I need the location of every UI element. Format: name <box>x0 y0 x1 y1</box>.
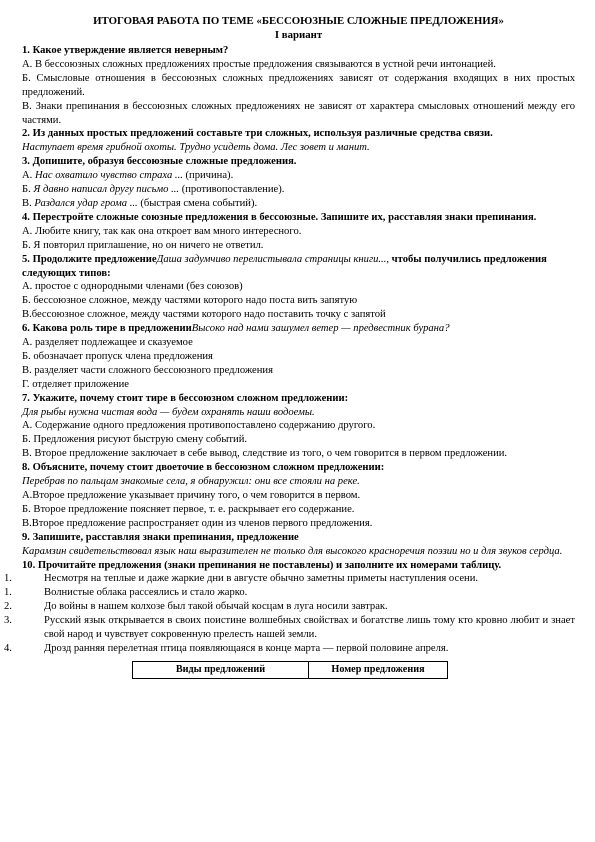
q3-option-c <box>22 197 575 211</box>
list-item-text: Русский язык открывается в своих поистине волшебных свойствах и богатстве лишь тому кто кровно любит и знает свой народ и чувствует сокровенную прелесть нашей земли. <box>44 615 575 641</box>
worksheet-content <box>4 15 575 679</box>
q3-c-hint: (быстрая смена событий). <box>137 197 258 209</box>
q8-option-b: Б. Второе предложение поясняет первое, т. е. раскрывает его содержание. <box>22 503 355 515</box>
list-item-number: 3. <box>4 615 12 627</box>
q6-question-start: 6. Какова роль тире в предложении <box>22 323 192 335</box>
question-7: 7. Укажите, почему стоит тире в бессоюзном сложном предложении: <box>22 392 349 404</box>
list-item-number: 1. <box>4 587 12 599</box>
q1-option-c: В. Знаки препинания в бессоюзных сложных предложениях не зависят от характера смысловых отношений между его частями. <box>22 100 575 126</box>
list-item-number: 1. <box>4 573 12 585</box>
list-item-number: 4. <box>4 642 12 654</box>
question-1: 1. Какое утверждение является неверным? <box>22 45 229 56</box>
q1-option-b: Б. Смысловые отношения в бессоюзных сложных предложениях зависят от содержания входящих в них простых предложений. <box>22 72 575 98</box>
q8-option-a: А.Второе предложение указывает причину того, о чем говорится в первом. <box>22 490 361 501</box>
list-item <box>4 600 575 614</box>
q5-option-a: А. простое с однородными членами (без союзов) <box>22 281 243 293</box>
q8-option-c: В.Второе предложение распространяет один из членов первого предложения. <box>22 517 373 529</box>
question-5 <box>22 253 575 281</box>
q5-question-end: чтобы получились предложения следующих типов: <box>22 253 547 279</box>
q3-c-letter: В. <box>22 197 35 209</box>
q3-b-letter: Б. <box>22 184 34 196</box>
question-6 <box>22 322 575 336</box>
q6-option-d: Г. отделяет приложение <box>22 378 129 390</box>
q2-sentences: Наступает время грибной охоты. Трудно усидеть дома. Лес зовет и манит. <box>22 142 370 154</box>
q7-sentence: Для рыбы нужна чистая вода — будем охранять наши водоемы. <box>22 406 315 418</box>
variant-label: I вариант <box>274 28 323 41</box>
question-10: 10. Прочитайте предложения (знаки препинания не поставлены) и заполните их номерами таблицу. <box>22 559 502 571</box>
list-item-text: Дрозд ранняя перелетная птица появляющаяся в конце марта — первой половине апреля. <box>44 642 449 654</box>
q3-c-text: Раздался удар грома ... <box>34 197 138 209</box>
q6-option-c: В. разделяет части сложного бессоюзного предложения <box>22 364 273 376</box>
list-item <box>4 586 575 600</box>
list-item <box>4 642 575 656</box>
q3-a-text: Нас охватило чувство страха ... <box>34 170 183 182</box>
answer-table <box>132 661 448 679</box>
page-title: ИТОГОВАЯ РАБОТА ПО ТЕМЕ «БЕССОЮЗНЫЕ СЛОЖНЫЕ ПРЕДЛОЖЕНИЯ» <box>93 15 504 27</box>
question-4: 4. Перестройте сложные союзные предложения в бессоюзные. Запишите их, расставляя знаки препинания. <box>22 211 537 223</box>
question-2: 2. Из данных простых предложений составьте три сложных, используя различные средства связи. <box>22 128 493 140</box>
q4-option-b: Б. Я повторил приглашение, но он ничего не ответил. <box>22 239 264 251</box>
list-item-text: Несмотря на теплые и даже жаркие дни в августе обычно заметны приметы наступления осени. <box>44 573 479 585</box>
q3-b-hint: (противопоставление). <box>179 184 285 196</box>
q3-b-text: Я давно написал другу письмо ... <box>33 184 180 196</box>
q3-a-letter: А. <box>22 170 35 182</box>
list-item-text: До войны в нашем колхозе был такой обычай косцам в луга носили завтрак. <box>44 601 388 613</box>
q7-option-c: В. Второе предложение заключает в себе вывод, следствие из того, о чем говорится в первом предложении. <box>22 448 508 460</box>
question-3: 3. Допишите, образуя бессоюзные сложные предложения. <box>22 156 297 168</box>
list-item <box>4 572 575 586</box>
q5-option-b: Б. бессоюзное сложное, между частями которого надо поста вить запятую <box>22 295 358 307</box>
q9-sentence: Карамзин свидетельствовал язык наш выразителен не только для высокого красноречия поэзии но и для звуков сердца. <box>22 545 563 557</box>
q10-sentence-list <box>4 572 575 655</box>
q8-sentence: Перебрав по пальцам знакомые села, я обнаружил: они все стояли на реке. <box>22 476 360 488</box>
q6-option-b: Б. обозначает пропуск члена предложения <box>22 350 213 362</box>
q3-a-hint: (причина). <box>182 170 234 182</box>
q5-question-start: 5. Продолжите предложение <box>22 253 157 265</box>
list-item <box>4 614 575 642</box>
q7-option-a: А. Содержание одного предложения противопоставлено содержанию другого. <box>22 420 376 432</box>
q3-option-a <box>22 169 575 183</box>
q5-question-sentence: Даша задумчиво перелистывала страницы книги..., <box>156 253 390 265</box>
question-8: 8. Объясните, почему стоит двоеточие в бессоюзном сложном предложении: <box>22 462 385 474</box>
list-item-text: Волнистые облака рассеялись и стало жарко. <box>44 587 248 599</box>
q4-option-a: А. Любите книгу, так как она откроет вам много интересного. <box>22 225 302 237</box>
q5-option-c: В.бессоюзное сложное, между частями которого надо поставить точку с запятой <box>22 309 386 321</box>
table-header-sentence-types: Виды предложений <box>133 661 309 678</box>
q6-option-a: А. разделяет подлежащее и сказуемое <box>22 337 193 349</box>
q1-option-a: А. В бессоюзных сложных предложениях простые предложения связываются в устной речи интонацией. <box>22 58 496 70</box>
q7-option-b: Б. Предложения рисуют быструю смену событий. <box>22 434 248 446</box>
list-item-number: 2. <box>4 601 12 613</box>
q3-option-b <box>22 183 575 197</box>
q6-question-sentence: Высоко над нами зашумел ветер — предвестник бурана? <box>191 323 450 335</box>
question-9: 9. Запишите, расставляя знаки препинания, предложение <box>22 531 299 543</box>
table-header-sentence-number: Номер предложения <box>309 661 448 678</box>
